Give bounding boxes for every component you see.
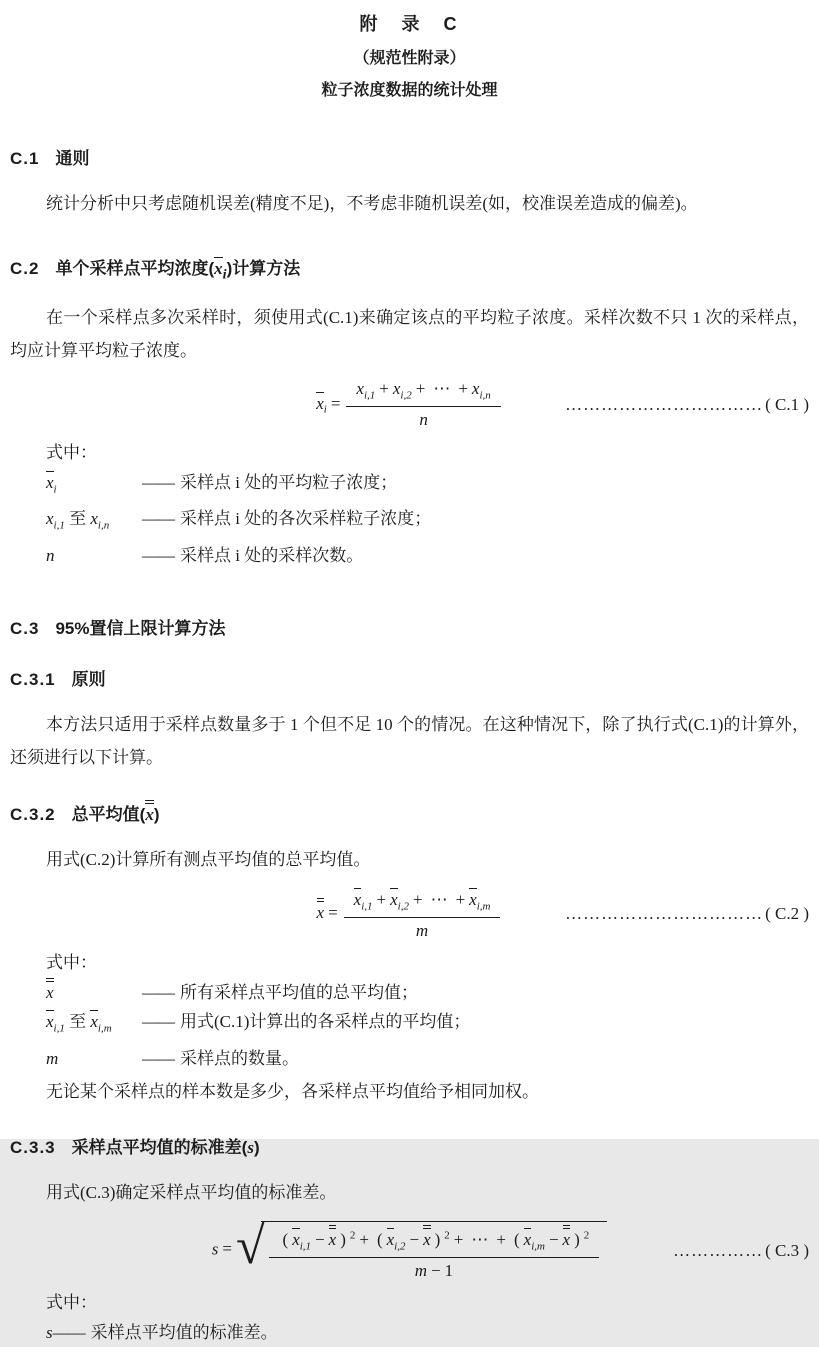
paragraph-c31: 本方法只适用于采样点数量多于 1 个但不足 10 个的情况。在这种情况下，除了执行式(C.1)的计算外，还须进行以下计算。	[10, 714, 809, 767]
paragraph-c32: 用式(C.2)计算所有测点平均值的总平均值。	[46, 849, 371, 869]
definition-term: n	[46, 545, 55, 565]
formula-c2	[10, 888, 809, 941]
definition-text: —— 用式(C.1)计算出的各采样点的平均值；	[142, 1012, 471, 1032]
equation-number: ( C.3 )	[765, 1240, 810, 1260]
radical-sign: √	[235, 1218, 265, 1276]
definition-text: —— 所有采样点平均值的总平均值；	[142, 983, 418, 1003]
section-c33-heading	[10, 1133, 809, 1158]
section-title: 95%置信上限计算方法	[55, 618, 226, 638]
where-label: 式中：	[46, 442, 97, 462]
definition-row	[10, 504, 809, 540]
section-number: C.3.2	[10, 804, 56, 824]
definition-text: —— 采样点平均值的标准差。	[52, 1323, 278, 1343]
definition-term: $x_{i,1}$ 至 $x_{i,n}$	[46, 509, 110, 532]
appendix-header	[10, 8, 809, 100]
formula-c3-math: s = √ $\frac{( x_{i,1} - x ) ^2 + ( x_{i,2} - x ) ^2 + \cdots + ( x_{i,m} - x ) ^2}{m - 1}$	[212, 1221, 608, 1281]
where-label: 式中：	[46, 953, 97, 973]
section-c2-heading	[10, 254, 809, 283]
section-c3-heading	[10, 614, 809, 639]
paragraph-c33: 用式(C.3)确定采样点平均值的标准差。	[46, 1182, 337, 1202]
definition-text: —— 采样点的数量。	[142, 1048, 299, 1068]
definition-term: m	[46, 1048, 59, 1068]
formula-c1-right	[503, 395, 809, 415]
paragraph-c1: 统计分析中只考虑随机误差(精度不足)，不考虑非随机误差(如，校准误差造成的偏差)。	[46, 194, 698, 213]
section-number: C.3	[10, 618, 40, 638]
section-number: C.2	[10, 259, 40, 278]
definition-row	[10, 1318, 809, 1347]
definition-row	[10, 468, 809, 504]
section-c31-heading	[10, 665, 809, 690]
appendix-title: 附 录 C	[359, 14, 460, 34]
section-c1-heading	[10, 144, 809, 169]
section-title: 通则	[55, 149, 90, 168]
appendix-heading: 粒子浓度数据的统计处理	[321, 82, 498, 99]
leader-dots: ……………………………	[565, 904, 764, 924]
formula-c1-math: $x_i$ = $\frac{x_{i,1} + x_{i,2} + \cdots + x_{i,n}}{n}$	[316, 379, 503, 430]
appendix-subtitle: （规范性附录）	[353, 50, 466, 67]
section-title: 总平均值(x)	[72, 800, 160, 825]
definition-term: $x_i$	[46, 472, 57, 496]
definition-term: s	[46, 1323, 53, 1343]
definition-text: —— 采样点 i 处的采样次数。	[142, 545, 364, 565]
definition-row	[10, 541, 809, 570]
formula-c3	[10, 1218, 810, 1281]
section-number: C.3.3	[10, 1137, 56, 1157]
definition-term: $x_{i,1}$ 至 $x_{i,m}$	[46, 1012, 112, 1035]
equation-number: ( C.1 )	[765, 394, 809, 414]
where-label: 式中：	[46, 1293, 97, 1313]
note-line: 无论某个采样点的样本数是多少，各采样点平均值给予相同加权。	[46, 1081, 539, 1101]
definition-term: x	[46, 978, 142, 1007]
formula-c2-math: x = $\frac{x_{i,1} + x_{i,2} + \cdots + x_{i,m}}{m}$	[317, 888, 503, 941]
equation-number: ( C.2 )	[765, 904, 809, 924]
formula-c3-right	[607, 1241, 809, 1261]
definition-row	[10, 1007, 809, 1043]
definition-text: —— 采样点 i 处的平均粒子浓度；	[142, 472, 398, 492]
section-number: C.3.1	[10, 669, 56, 689]
formula-c1	[10, 379, 809, 430]
definition-row	[10, 978, 809, 1007]
section-title: 采样点平均值的标准差(s)	[71, 1137, 260, 1157]
section-number: C.1	[10, 149, 40, 168]
paragraph-c2: 在一个采样点多次采样时，须使用式(C.1)来确定该点的平均粒子浓度。采样次数不只 1 次的采样点，均应计算平均粒子浓度。	[10, 308, 809, 361]
section-title: 单个采样点平均浓度$(x_i)$计算方法	[55, 259, 301, 283]
leader-dots: ……………	[673, 1240, 764, 1260]
leader-dots: ……………………………	[565, 394, 764, 414]
formula-c2-right	[502, 904, 809, 924]
definition-row	[10, 1044, 809, 1073]
section-c32-heading	[10, 800, 809, 825]
definition-text: —— 采样点 i 处的各次采样粒子浓度；	[142, 509, 432, 529]
section-title: 原则	[71, 669, 106, 689]
